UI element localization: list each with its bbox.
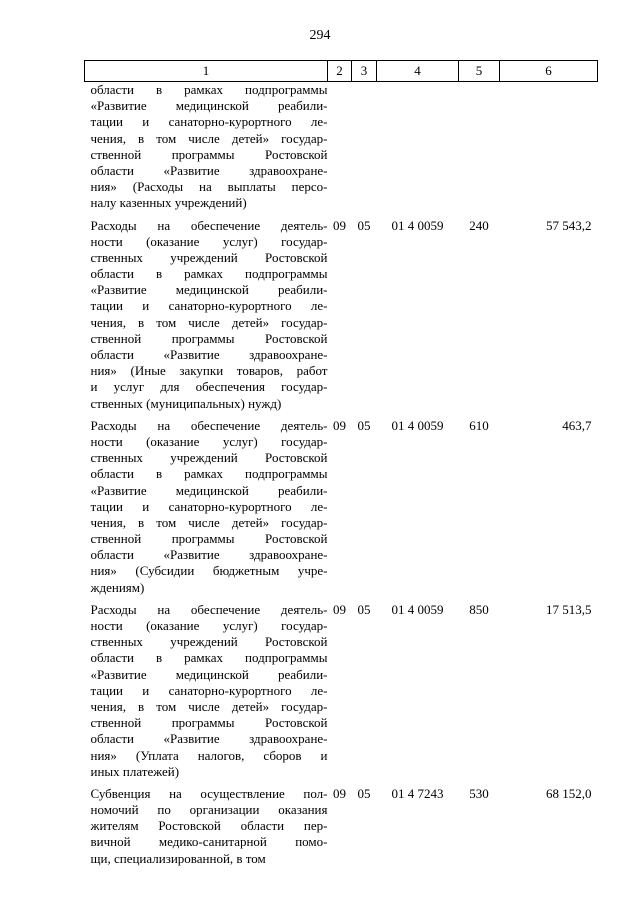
description-line: ния» (Расходы на выплаты персо- [90,179,328,195]
description-line: области «Развитие здравоохране- [90,547,328,563]
description-line: ственных учреждений Ростовской [90,450,328,466]
table-row [85,218,598,412]
amount [500,82,598,212]
description-line: ности (оказание услуг) государ- [90,618,328,633]
row-description [85,218,328,412]
description-line: ственной программы Ростовской [90,146,328,162]
section-code: 09 [333,785,346,801]
header-row [85,61,598,82]
row-description [85,602,328,780]
table-row [85,602,598,780]
row-description [85,82,328,212]
description-line: ственных учреждений Ростовской [90,249,328,265]
description-line: тации и санаторно-курортного ле- [90,114,328,130]
description-line: и услуг для обеспечения государ- [90,379,328,395]
description-line: ности (оказание услуг) государ- [90,233,328,249]
column-header-1: 1 [85,61,328,82]
description-line: тации и санаторно-курортного ле- [90,298,328,314]
description-line: «Развитие медицинской реабили- [90,98,328,114]
description-line: области в рамках подпрограммы [90,266,328,282]
description-line: области в рамках подпрограммы [90,466,328,482]
description-line: чения, в том числе детей» государ- [90,130,328,146]
amount: 68 152,0 [546,785,592,801]
row-description [85,418,328,596]
subsection-code: 05 [357,217,371,233]
description-line: щи, специализированной, в том [90,850,266,866]
section-code: 09 [333,417,346,433]
row-description [85,786,328,867]
column-header-4: 4 [377,61,459,82]
subsection-code: 05 [357,601,371,617]
target-article-code: 01 4 0059 [391,417,444,433]
description-line: чения, в том числе детей» государ- [90,514,328,530]
description-line: Расходы на обеспечение деятель- [90,417,328,433]
amount: 17 513,5 [546,601,592,617]
expense-type-code: 240 [469,217,489,233]
table-body [85,82,598,867]
description-line: области в рамках подпрограммы [90,82,328,97]
description-line: ственной программы Ростовской [90,531,328,547]
description-line: жителям Ростовской области пер- [90,818,328,834]
description-line: области «Развитие здравоохране- [90,731,328,747]
column-header-6: 6 [500,61,598,82]
description-line: «Развитие медицинской реабили- [90,482,328,498]
description-line: ждениям) [90,579,145,595]
description-line: области «Развитие здравоохране- [90,162,328,178]
description-line: ния» (Субсидии бюджетным учре- [90,563,328,579]
subsection-code: 05 [357,785,371,801]
column-header-5: 5 [459,61,500,82]
target-article-code: 01 4 0059 [391,601,444,617]
description-line: области «Развитие здравоохране- [90,347,328,362]
budget-table [84,60,598,867]
target-article-code: 01 4 0059 [391,217,444,233]
description-line: «Развитие медицинской реабили- [90,282,328,298]
section-code: 09 [333,601,346,617]
description-line: ственных учреждений Ростовской [90,634,328,650]
description-line: Расходы на обеспечение деятель- [90,601,328,617]
section-code: 09 [333,217,346,233]
description-line: ности (оказание услуг) государ- [90,433,328,449]
column-header-3: 3 [352,61,377,82]
description-line: налу казенных учреждений) [90,195,247,211]
target-article-code: 01 4 7243 [391,785,444,801]
description-line: ния» (Иные закупки товаров, работ [90,363,328,379]
expense-type-code: 610 [469,417,489,433]
table-row [85,418,598,596]
description-line: иных платежей) [90,763,180,779]
description-line: ственной программы Ростовской [90,715,328,731]
description-line: Расходы на обеспечение деятель- [90,217,328,233]
expense-type-code [459,82,500,212]
description-line: области в рамках подпрограммы [90,650,328,666]
column-header-2: 2 [328,61,352,82]
table-row [85,82,598,212]
expense-type-code: 530 [469,785,489,801]
description-line: ственных (муниципальных) нужд) [90,395,282,411]
table-row [85,786,598,867]
amount: 57 543,2 [546,217,592,233]
description-line: ния» (Уплата налогов, сборов и [90,747,328,763]
page-number: 294 [309,28,331,43]
expense-type-code: 850 [469,601,489,617]
description-line: чения, в том числе детей» государ- [90,314,328,330]
description-line: Субвенция на осуществление пол- [90,785,328,801]
amount: 463,7 [562,417,592,433]
description-line: вичной медико-санитарной помо- [90,834,328,850]
description-line: ственной программы Ростовской [90,330,328,346]
subsection-code [352,82,377,212]
section-code [328,82,352,212]
description-line: тации и санаторно-курортного ле- [90,682,328,698]
description-line: тации и санаторно-курортного ле- [90,498,328,514]
subsection-code: 05 [357,417,371,433]
description-line: чения, в том числе детей» государ- [90,698,328,714]
target-article-code [377,82,459,212]
description-line: «Развитие медицинской реабили- [90,666,328,682]
description-line: номочий по организации оказания [90,802,328,818]
